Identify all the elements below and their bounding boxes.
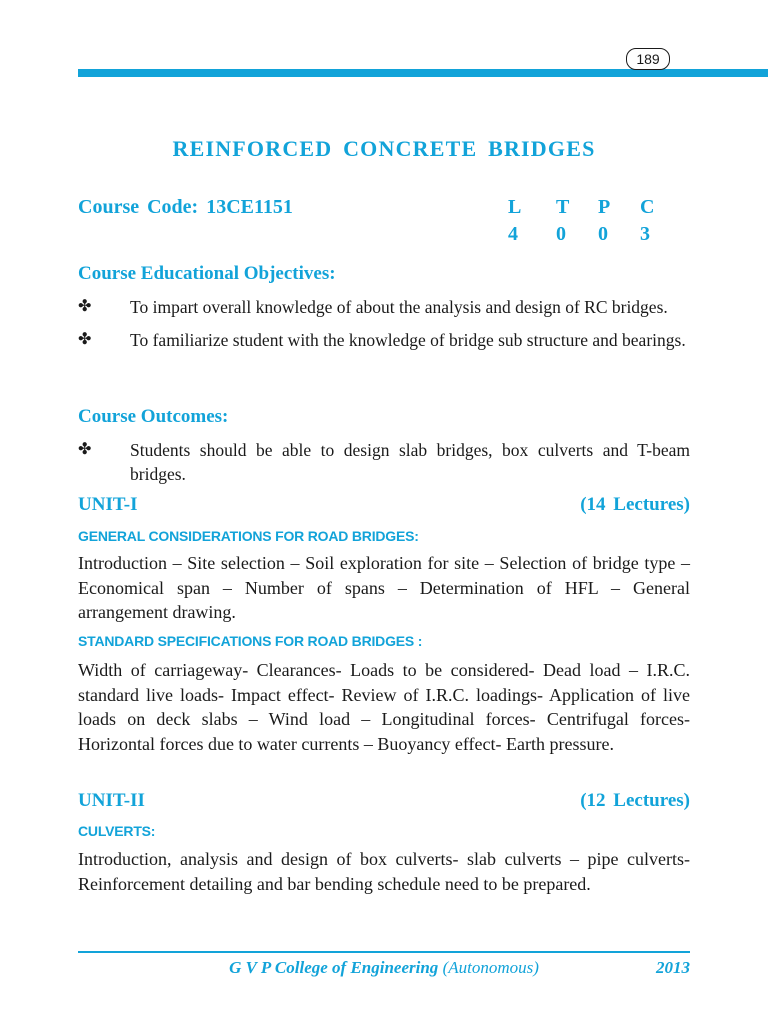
bullet-icon: ✤	[78, 441, 92, 458]
unit2-para-1: Introduction, analysis and design of box culverts- slab culverts – pipe culverts- Reinforcement detailing and bar bending schedule need to be prepared.	[78, 849, 690, 894]
unit2-subhead-1: CULVERTS:	[78, 823, 156, 839]
top-rule	[78, 69, 768, 77]
ltpc-label-p: P	[598, 196, 611, 218]
course-code-row	[78, 193, 690, 253]
objective-text: To impart overall knowledge of about the analysis and design of RC bridges.	[130, 297, 668, 317]
autonomous-label: (Autonomous)	[442, 958, 539, 977]
outcome-text: Students should be able to design slab bridges, box culverts and T-beam bridges.	[130, 440, 690, 484]
outcomes-list	[78, 438, 690, 495]
objectives-list	[78, 295, 690, 361]
unit1-para-2: Width of carriageway- Clearances- Loads to be considered- Dead load – I.R.C. standard live loads- Impact effect- Review of I.R.C. loadings- Application of live loads on deck slabs – Wind load – Longitudinal forces- Centrifugal forces- Horizontal forces due to water currents – Buoyancy effect- Earth pressure.	[78, 660, 690, 754]
ltpc-value-p: 0	[598, 223, 608, 245]
list-item	[78, 328, 690, 352]
unit1-subhead-2: STANDARD SPECIFICATIONS FOR ROAD BRIDGES :	[78, 633, 423, 649]
list-item	[78, 295, 690, 319]
unit1-subhead-1: GENERAL CONSIDERATIONS FOR ROAD BRIDGES:	[78, 528, 419, 544]
footer-college	[78, 958, 690, 978]
course-code: Course Code: 13CE1151	[78, 196, 293, 218]
ltpc-label-c: C	[640, 196, 655, 218]
ltpc-value-c: 3	[640, 223, 650, 245]
footer	[78, 958, 690, 982]
footer-year: 2013	[656, 958, 690, 977]
unit1-title: UNIT-I	[78, 494, 138, 515]
unit1-para-1: Introduction – Site selection – Soil exploration for site – Selection of bridge type – Economical span – Number of spans – Determination of HFL – General arrangement drawing.	[78, 553, 690, 622]
unit2-lectures: (12 Lectures)	[580, 790, 690, 811]
outcomes-heading: Course Outcomes:	[78, 406, 229, 427]
objective-text: To familiarize student with the knowledge of bridge sub structure and bearings.	[130, 330, 686, 350]
unit2-title: UNIT-II	[78, 790, 145, 811]
page-title: REINFORCED CONCRETE BRIDGES	[172, 136, 596, 161]
bottom-rule	[78, 951, 690, 953]
bullet-icon: ✤	[78, 298, 92, 315]
list-item	[78, 438, 690, 486]
ltpc-label-t: T	[556, 196, 570, 218]
unit1-header	[78, 494, 690, 516]
unit1-lectures: (14 Lectures)	[580, 494, 690, 515]
ltpc-value-t: 0	[556, 223, 566, 245]
ltpc-label-l: L	[508, 196, 522, 218]
unit2-header	[78, 790, 690, 812]
bullet-icon: ✤	[78, 331, 92, 348]
college-name: G V P College of Engineering	[229, 958, 439, 977]
page-number: 189	[626, 48, 670, 70]
objectives-heading: Course Educational Objectives:	[78, 263, 336, 284]
ltpc-value-l: 4	[508, 223, 518, 245]
